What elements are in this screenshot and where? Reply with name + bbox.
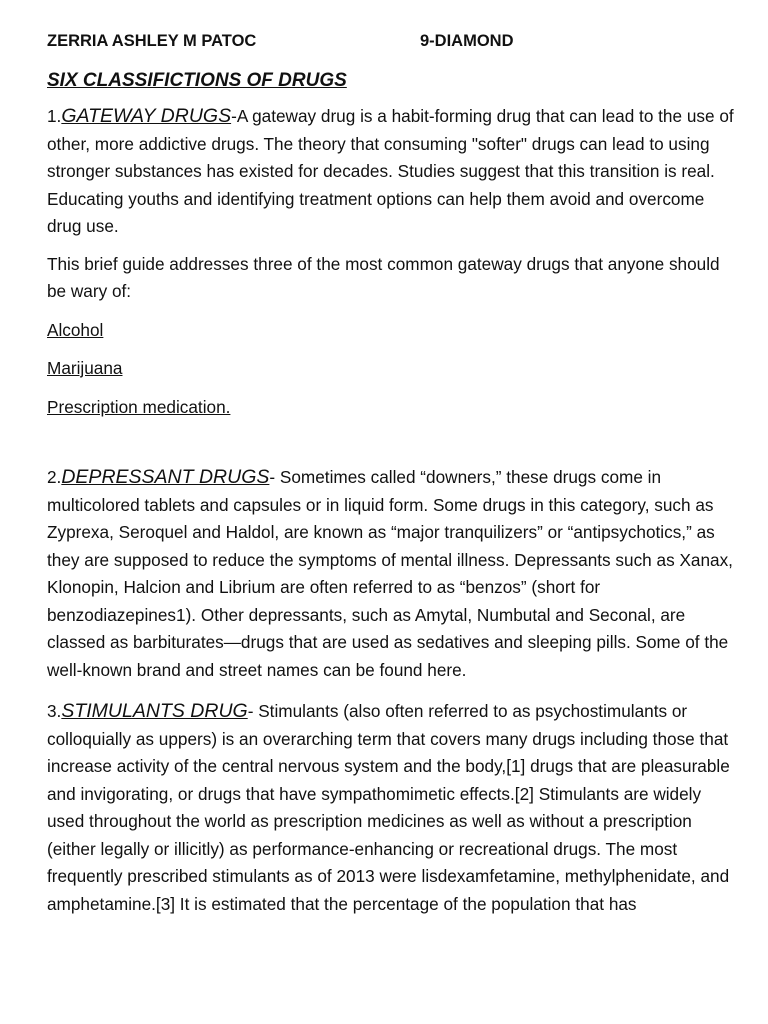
section-gateway [47, 103, 734, 241]
section-body: -A gateway drug is a habit-forming drug that can lead to the use of other, more addictive drugs. The theory that consuming "softer" drugs can lead to using stronger substances has existed for decades. Studies suggest that this transition is real. Educating youths and identifying treatment options can help them avoid and overcome drug use. [47, 106, 734, 236]
section-number: 1. [47, 106, 62, 126]
section-heading: STIMULANTS DRUG [61, 700, 248, 722]
document-header [47, 28, 734, 54]
section-heading: GATEWAY DRUGS [61, 105, 232, 127]
section-body: - Sometimes called “downers,” these drugs come in multicolored tablets and capsules or in liquid form. Some drugs in this category, such as Zyprexa, Seroquel and Haldol, are known as “major tranquilizers” or “antipsychotics,” as they are supposed to reduce the symptoms of mental illness. Depressants such as Xanax, Klonopin, Halcion and Librium are often referred to as “benzos” (short for benzodiazepines1). Other depressants, such as Amytal, Numbutal and Seconal, are classed as barbiturates—drugs that are used as sedatives and sleeping pills. Some of the well-known brand and street names can be found here. [47, 467, 733, 680]
gateway-intro: This brief guide addresses three of the most common gateway drugs that anyone should be wary of: [47, 253, 720, 301]
student-section: 9-DIAMOND [420, 32, 514, 50]
list-item: Alcohol [47, 319, 104, 340]
section-body: - Stimulants (also often referred to as psychostimulants or colloquially as uppers) is an overarching term that covers many drugs including those that increase activity of the central nervous system and the body,[1] drugs that are pleasurable and invigorating, or drugs that have sympathomimetic effects.[2] Stimulants are widely used throughout the world as prescription medicines as well as without a prescription (either legally or illicitly) as performance-enhancing or recreational drugs. The most frequently prescribed stimulants as of 2013 were lisdexamfetamine, methylphenidate, and amphetamine.[3] It is estimated that the percentage of the population that has [47, 701, 730, 914]
section-stimulants [47, 698, 734, 918]
student-name: ZERRIA ASHLEY M PATOC [47, 32, 257, 50]
document-title: SIX CLASSIFICTIONS OF DRUGS [47, 70, 347, 91]
list-item: Prescription medication. [47, 396, 231, 417]
section-number: 3. [47, 701, 62, 721]
list-item: Marijuana [47, 358, 123, 378]
section-number: 2. [47, 467, 62, 487]
section-depressant [47, 464, 734, 684]
section-heading: DEPRESSANT DRUGS [61, 466, 270, 488]
